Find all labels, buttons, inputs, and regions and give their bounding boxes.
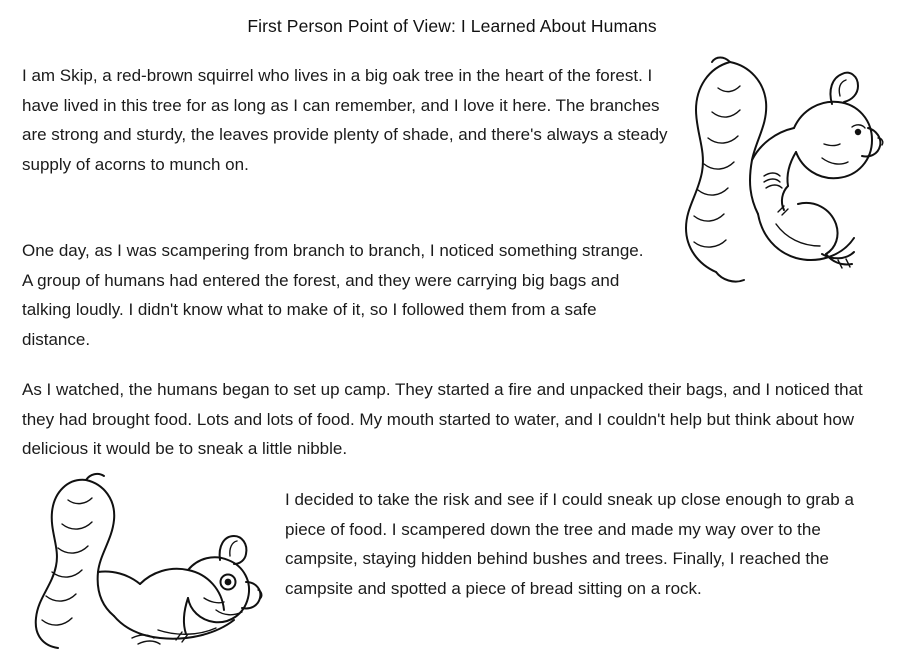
squirrel-line-drawing-crouching-svg <box>28 470 268 649</box>
squirrel-line-drawing-upright-svg <box>672 48 888 302</box>
page-title: First Person Point of View: I Learned About Humans <box>247 16 657 36</box>
paragraph-2: One day, as I was scampering from branch to branch, I noticed something strange. A group of humans had entered the forest, and they were carrying big bags and talking loudly. I didn't know what to make of it, so I followed them from a safe distance. <box>22 241 644 349</box>
squirrel-illustration-upright <box>672 48 888 302</box>
paragraph-1: I am Skip, a red-brown squirrel who lives in a big oak tree in the heart of the forest. I have lived in this tree for as long as I can remember, and I love it here. The branches are strong and sturdy, the leaves provide plenty of shade, and there's always a steady supply of acorns to munch on. <box>22 66 668 174</box>
paragraph-3: As I watched, the humans began to set up camp. They started a fire and unpacked their bags, and I noticed that they had brought food. Lots and lots of food. My mouth started to water, and I couldn't help but think about how delicious it would be to sneak a little nibble. <box>22 380 863 458</box>
squirrel-illustration-crouching <box>28 470 268 649</box>
paragraph-4: I decided to take the risk and see if I could sneak up close enough to grab a piece of food. I scampered down the tree and made my way over to the campsite, staying hidden behind bushes and trees. Finally, I reached the campsite and spotted a piece of bread sitting on a rock. <box>285 490 854 598</box>
